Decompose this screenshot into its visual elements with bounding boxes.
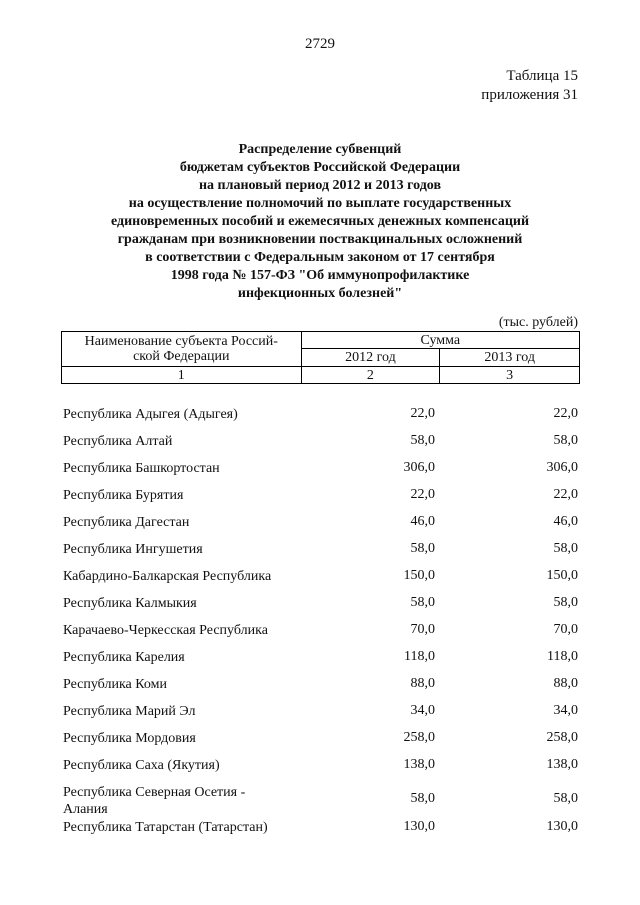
value-2012: 118,0 xyxy=(404,649,435,664)
region-name: Республика Карелия xyxy=(63,650,185,665)
value-2012: 22,0 xyxy=(410,406,435,421)
value-2012: 58,0 xyxy=(410,791,435,806)
value-2013: 138,0 xyxy=(546,757,578,772)
value-2012: 258,0 xyxy=(403,730,435,745)
header-col-number: 3 xyxy=(440,367,580,384)
value-2012: 58,0 xyxy=(410,595,435,610)
value-2012: 46,0 xyxy=(410,514,435,529)
value-2012: 88,0 xyxy=(410,676,435,691)
table-row xyxy=(63,589,578,616)
region-name: Республика Башкортостан xyxy=(63,461,220,476)
value-2013: 22,0 xyxy=(553,487,578,502)
value-2013: 34,0 xyxy=(553,703,578,718)
appendix-number: приложения 31 xyxy=(481,87,578,103)
title-line: на осуществление полномочий по выплате государственных xyxy=(128,196,512,211)
value-2012: 138,0 xyxy=(403,757,435,772)
title-line: единовременных пособий и ежемесячных денежных компенсаций xyxy=(110,214,530,229)
region-name: Республика Татарстан (Татарстан) xyxy=(63,820,268,835)
region-name: Республика Алтай xyxy=(63,434,173,449)
region-name: Республика Саха (Якутия) xyxy=(63,758,220,773)
table-row xyxy=(63,643,578,670)
region-name: Карачаево-Черкесская Республика xyxy=(63,623,268,638)
value-2012: 58,0 xyxy=(410,541,435,556)
region-name: Республика Калмыкия xyxy=(63,596,197,611)
value-2013: 150,0 xyxy=(546,568,578,583)
region-name: Республика Мордовия xyxy=(63,731,196,746)
table-reference xyxy=(481,67,578,105)
table-row xyxy=(63,778,578,817)
value-2013: 70,0 xyxy=(553,622,578,637)
value-2013: 118,0 xyxy=(547,649,578,664)
region-name: Кабардино-Балкарская Республика xyxy=(63,569,272,584)
value-2012: 58,0 xyxy=(410,433,435,448)
value-2013: 58,0 xyxy=(553,791,578,806)
value-2012: 70,0 xyxy=(410,622,435,637)
unit-label: (тыс. рублей) xyxy=(498,315,578,330)
region-name: Республика Марий Эл xyxy=(63,704,196,719)
table-row xyxy=(63,724,578,751)
header-col-number: 2 xyxy=(301,367,440,384)
region-name: Республика Северная Осетия - Алания xyxy=(63,785,246,817)
table-row xyxy=(63,616,578,643)
table-row xyxy=(63,508,578,535)
region-name: Республика Ингушетия xyxy=(63,542,203,557)
title-line: в соответствии с Федеральным законом от 17 сентября xyxy=(145,250,495,265)
region-name: Республика Коми xyxy=(63,677,167,692)
value-2012: 306,0 xyxy=(403,460,435,475)
value-2013: 130,0 xyxy=(546,819,578,834)
value-2013: 58,0 xyxy=(553,595,578,610)
table-row xyxy=(63,670,578,697)
header-year-2012: 2012 год xyxy=(301,349,440,367)
table-row xyxy=(63,697,578,724)
table-row xyxy=(63,400,578,427)
table-row xyxy=(63,454,578,481)
table-header xyxy=(61,331,580,384)
table-row xyxy=(63,751,578,778)
header-col-number: 1 xyxy=(62,367,302,384)
title-line: гражданам при возникновении поствакцинальных осложнений xyxy=(117,232,523,247)
page-number: 2729 xyxy=(305,36,335,52)
table-row xyxy=(63,427,578,454)
table-row xyxy=(63,481,578,508)
title-line: на плановый период 2012 и 2013 годов xyxy=(198,178,442,193)
value-2013: 58,0 xyxy=(553,433,578,448)
value-2012: 22,0 xyxy=(410,487,435,502)
title-line: инфекционных болезней" xyxy=(237,286,403,301)
value-2013: 22,0 xyxy=(553,406,578,421)
value-2013: 258,0 xyxy=(546,730,578,745)
table-row xyxy=(63,562,578,589)
value-2013: 58,0 xyxy=(553,541,578,556)
region-name: Республика Бурятия xyxy=(63,488,184,503)
value-2012: 150,0 xyxy=(403,568,435,583)
header-sum: Сумма xyxy=(301,332,579,349)
title-line: Распределение субвенций xyxy=(238,142,402,157)
region-name: Республика Адыгея (Адыгея) xyxy=(63,407,238,422)
value-2012: 130,0 xyxy=(403,819,435,834)
title-line: 1998 года № 157-ФЗ "Об иммунопрофилактике xyxy=(170,268,470,283)
table-row xyxy=(63,813,578,840)
table-row xyxy=(63,535,578,562)
value-2013: 46,0 xyxy=(553,514,578,529)
table-number: Таблица 15 xyxy=(506,68,578,84)
value-2013: 306,0 xyxy=(546,460,578,475)
title-line: бюджетам субъектов Российской Федерации xyxy=(179,160,461,175)
document-title xyxy=(60,141,580,303)
header-name-column: Наименование субъекта Россий- ской Федерации xyxy=(62,332,302,367)
region-name: Республика Дагестан xyxy=(63,515,190,530)
header-year-2013: 2013 год xyxy=(440,349,580,367)
value-2013: 88,0 xyxy=(553,676,578,691)
value-2012: 34,0 xyxy=(410,703,435,718)
table-body xyxy=(63,400,578,840)
